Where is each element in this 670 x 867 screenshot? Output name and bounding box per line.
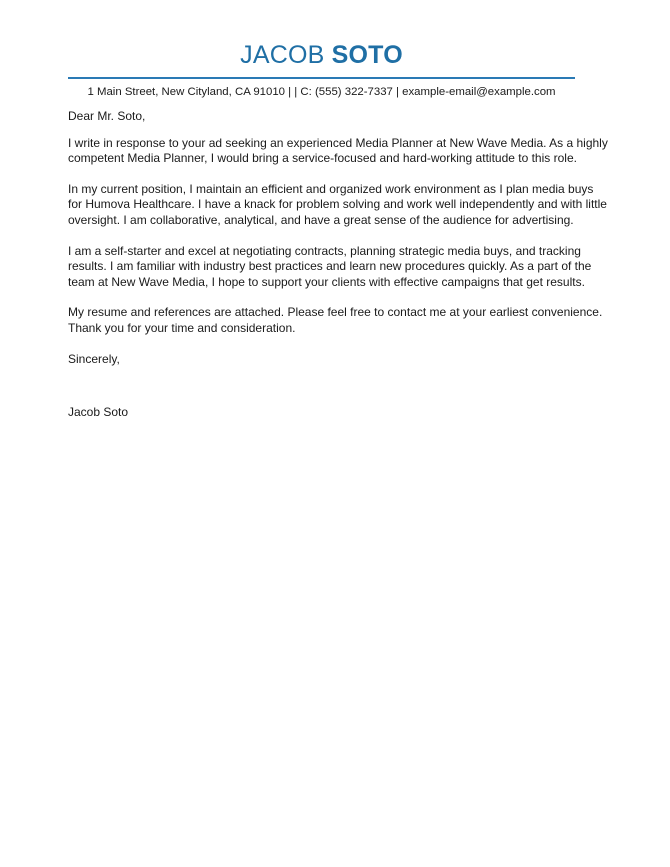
paragraph-skills: I am a self-starter and excel at negotiating contracts, planning strategic media buys, and tracking results. I am familiar with industry best practices and learn new procedures quickly. As a part of the team at New Wave Media, I hope to support your clients with effective campaigns that get results. (68, 243, 592, 289)
paragraph-intro: I write in response to your ad seeking an experienced Media Planner at New Wave Media. As a highly competent Media Planner, I would bring a service-focused and hard-working attitude to this role. (68, 135, 608, 166)
letter-header (68, 40, 575, 70)
closing-salutation: Sincerely, (68, 351, 120, 366)
paragraph-current-position: In my current position, I maintain an efficient and organized work environment as I plan media buys for Humova Healthcare. I have a knack for problem solving and work well independently and with little oversight. I am collaborative, analytical, and have a great sense of the audience for advertising. (68, 181, 607, 227)
applicant-name (68, 40, 575, 70)
letter-body (68, 109, 608, 421)
signature-name: Jacob Soto (68, 405, 129, 420)
last-name: SOTO (331, 41, 403, 69)
greeting: Dear Mr. Soto, (68, 109, 146, 123)
first-name: JACOB (240, 41, 325, 69)
header-divider (68, 77, 575, 79)
contact-line: 1 Main Street, New Cityland, CA 91010 | | C: (555) 322-7337 | example-email@example.com (87, 86, 556, 98)
paragraph-closing: My resume and references are attached. Please feel free to contact me at your earliest convenience. Thank you for your time and consideration. (68, 305, 603, 335)
